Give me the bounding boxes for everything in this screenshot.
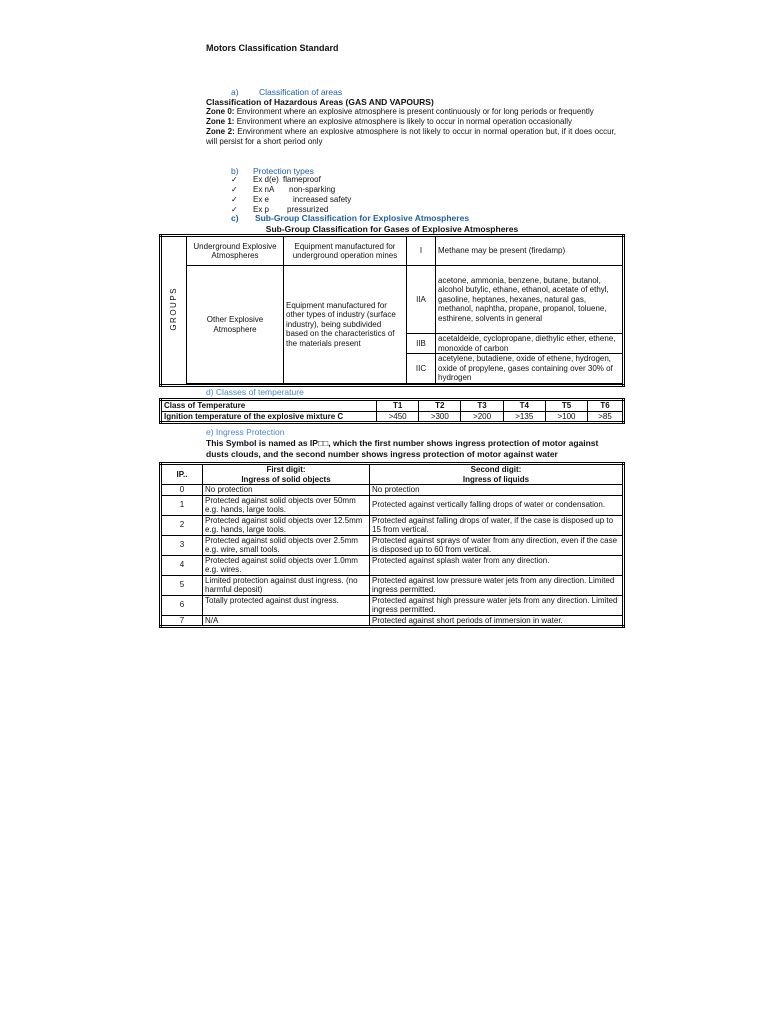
second-digit-subtitle: Ingress of liquids <box>462 474 530 484</box>
temp-class-cell: T2 <box>419 400 461 412</box>
subgroup-caption: Sub-Group Classification for Gases of Explosive Atmospheres <box>265 224 519 234</box>
temp-value-cell: >450 <box>377 411 419 423</box>
zone-1-text: Environment where an explosive atmosphere is likely to occur in normal operation occasionally <box>236 117 572 126</box>
protection-item <box>231 195 351 205</box>
ip-liquid-cell: Protected against vertically falling drops of water or condensation. <box>370 495 624 515</box>
ip-col-header: IP.. <box>161 464 203 485</box>
ip-liquid-cell: Protected against low pressure water jets from any direction. Limited ingress permitted. <box>370 575 624 595</box>
ip-liquid-cell: Protected against short periods of immersion in water. <box>370 615 624 627</box>
other-atmosphere-cell: Other Explosive Atmosphere <box>187 266 284 384</box>
zone-2-text: Environment where an explosive atmosphere is not likely to occur in normal operation but, if it does occur, will persist for a short period only <box>206 127 616 146</box>
zone-1 <box>206 117 616 127</box>
subgroup-code-cell: IIB <box>407 334 436 354</box>
section-a-title: Classification of areas <box>258 87 343 97</box>
ip-liquid-cell: Protected against high pressure water jets from any direction. Limited ingress permitted. <box>370 595 624 615</box>
ip-solid-cell: Protected against solid objects over 12.5mm e.g. hands, large tools. <box>203 515 370 535</box>
ip-digit-cell: 4 <box>161 555 203 575</box>
subgroup-gases-cell: acetylene, butadiene, oxide of ethene, hydrogen, oxide of propylene, gases containing over 30% of hydrogen <box>436 354 624 384</box>
temp-class-cell: T1 <box>377 400 419 412</box>
protection-code: Ex d(e) <box>253 175 279 184</box>
ip-digit-cell: 1 <box>161 495 203 515</box>
checkmark-icon: ✓ <box>231 175 238 184</box>
zone-0-label: Zone 0: <box>206 107 235 116</box>
ip-solid-cell: Protected against solid objects over 1.0mm e.g. wires. <box>203 555 370 575</box>
ip-liquid-cell: Protected against sprays of water from any direction, even if the case is disposed up to 60 from vertical. <box>370 535 624 555</box>
zone-0-text: Environment where an explosive atmosphere is present continuously or for long periods or frequently <box>236 107 594 116</box>
subgroup-gases-cell: acetone, ammonia, benzene, butane, butanol, alcohol butylic, ethane, ethanol, acetate of ethyl, gasoline, heptanes, hexanes, natural gas, methanol, naphtha, propane, propanol, toluene, esthirene, solvents in general <box>436 266 624 334</box>
group-i-cell: I <box>407 236 436 266</box>
ip-solid-cell: Totally protected against dust ingress. <box>203 595 370 615</box>
ip-solid-cell: No protection <box>203 485 370 496</box>
subgroup-code-cell: IIC <box>407 354 436 384</box>
section-c-heading <box>231 213 469 223</box>
section-c-title: Sub-Group Classification for Explosive Atmospheres <box>254 213 470 223</box>
groups-table <box>159 234 625 387</box>
protection-desc: flameproof <box>283 175 321 184</box>
protection-item <box>231 185 351 195</box>
temp-row-label: Class of Temperature <box>161 400 377 412</box>
zone-2 <box>206 127 616 147</box>
first-digit-header <box>203 464 370 485</box>
ip-digit-cell: 5 <box>161 575 203 595</box>
temp-class-cell: T5 <box>545 400 587 412</box>
temp-class-cell: T6 <box>588 400 624 412</box>
zones-block <box>206 107 616 147</box>
ip-solid-cell: Limited protection against dust ingress. (no harmful deposit) <box>203 575 370 595</box>
temp-class-cell: T3 <box>461 400 503 412</box>
ip-digit-cell: 3 <box>161 535 203 555</box>
subgroup-gases-cell: acetaldeide, cyclopropane, diethylic ether, ethene, monoxide of carbon <box>436 334 624 354</box>
other-equipment-cell: Equipment manufactured for other types of industry (surface industry), being subdivided based on the characteristics of the materials present <box>284 266 407 384</box>
group-i-desc-cell: Methane may be present (firedamp) <box>436 236 624 266</box>
protection-code: Ex e <box>253 195 270 204</box>
temperature-table <box>159 398 625 424</box>
ip-digit-cell: 7 <box>161 615 203 627</box>
document-title: Motors Classification Standard <box>206 43 339 53</box>
ip-solid-cell: N/A <box>203 615 370 627</box>
zone-2-label: Zone 2: <box>206 127 235 136</box>
protection-list <box>231 175 351 215</box>
ip-solid-cell: Protected against solid objects over 50mm e.g. hands, large tools. <box>203 495 370 515</box>
section-c-label: c) <box>231 213 239 223</box>
temp-value-cell: >85 <box>588 411 624 423</box>
protection-desc: non-sparking <box>289 185 336 194</box>
protection-code: Ex nA <box>253 185 275 194</box>
ip-intro: This Symbol is named as IP□□, which the first number shows ingress protection of motor against dusts clouds, and the second number shows ingress protection of motor against water <box>206 438 599 459</box>
underground-cell: Underground Explosive Atmospheres <box>187 236 284 266</box>
ip-liquid-cell: No protection <box>370 485 624 496</box>
zone-0 <box>206 107 616 117</box>
underground-equipment-cell: Equipment manufactured for underground operation mines <box>284 236 407 266</box>
first-digit-title: First digit: <box>266 465 306 474</box>
first-digit-subtitle: Ingress of solid objects <box>241 474 331 484</box>
subgroup-code-cell: IIA <box>407 266 436 334</box>
protection-desc: pressurized <box>287 205 329 214</box>
second-digit-header <box>370 464 624 485</box>
ip-liquid-cell: Protected against splash water from any direction. <box>370 555 624 575</box>
protection-code: Ex p <box>253 205 270 214</box>
zone-1-label: Zone 1: <box>206 117 235 126</box>
ip-table <box>159 462 625 628</box>
groups-label-cell <box>161 236 187 386</box>
ip-solid-cell: Protected against solid objects over 2.5mm e.g. wire, small tools. <box>203 535 370 555</box>
groups-label: GROUPS <box>169 287 179 332</box>
checkmark-icon: ✓ <box>231 185 238 194</box>
section-b-label: b) <box>231 166 239 176</box>
ip-digit-cell: 2 <box>161 515 203 535</box>
temp-value-cell: >300 <box>419 411 461 423</box>
temp-row-label: Ignition temperature of the explosive mixture C <box>161 411 377 423</box>
checkmark-icon: ✓ <box>231 205 238 214</box>
ip-digit-cell: 6 <box>161 595 203 615</box>
checkmark-icon: ✓ <box>231 195 238 204</box>
temp-class-cell: T4 <box>503 400 545 412</box>
ip-digit-cell: 0 <box>161 485 203 496</box>
temp-value-cell: >100 <box>545 411 587 423</box>
second-digit-title: Second digit: <box>470 465 522 474</box>
hazard-heading: Classification of Hazardous Areas (GAS AND VAPOURS) <box>206 97 434 107</box>
protection-desc: increased safety <box>293 195 352 204</box>
ip-liquid-cell: Protected against falling drops of water, if the case is disposed up to 15 from vertical. <box>370 515 624 535</box>
temp-value-cell: >135 <box>503 411 545 423</box>
temp-value-cell: >200 <box>461 411 503 423</box>
section-d-heading: d) Classes of temperature <box>206 387 304 397</box>
section-a-label: a) <box>231 87 239 97</box>
section-b-title: Protection types <box>252 166 314 176</box>
section-e-heading: e) Ingress Protection <box>206 427 285 437</box>
protection-item <box>231 175 351 185</box>
section-a-heading <box>231 87 342 97</box>
